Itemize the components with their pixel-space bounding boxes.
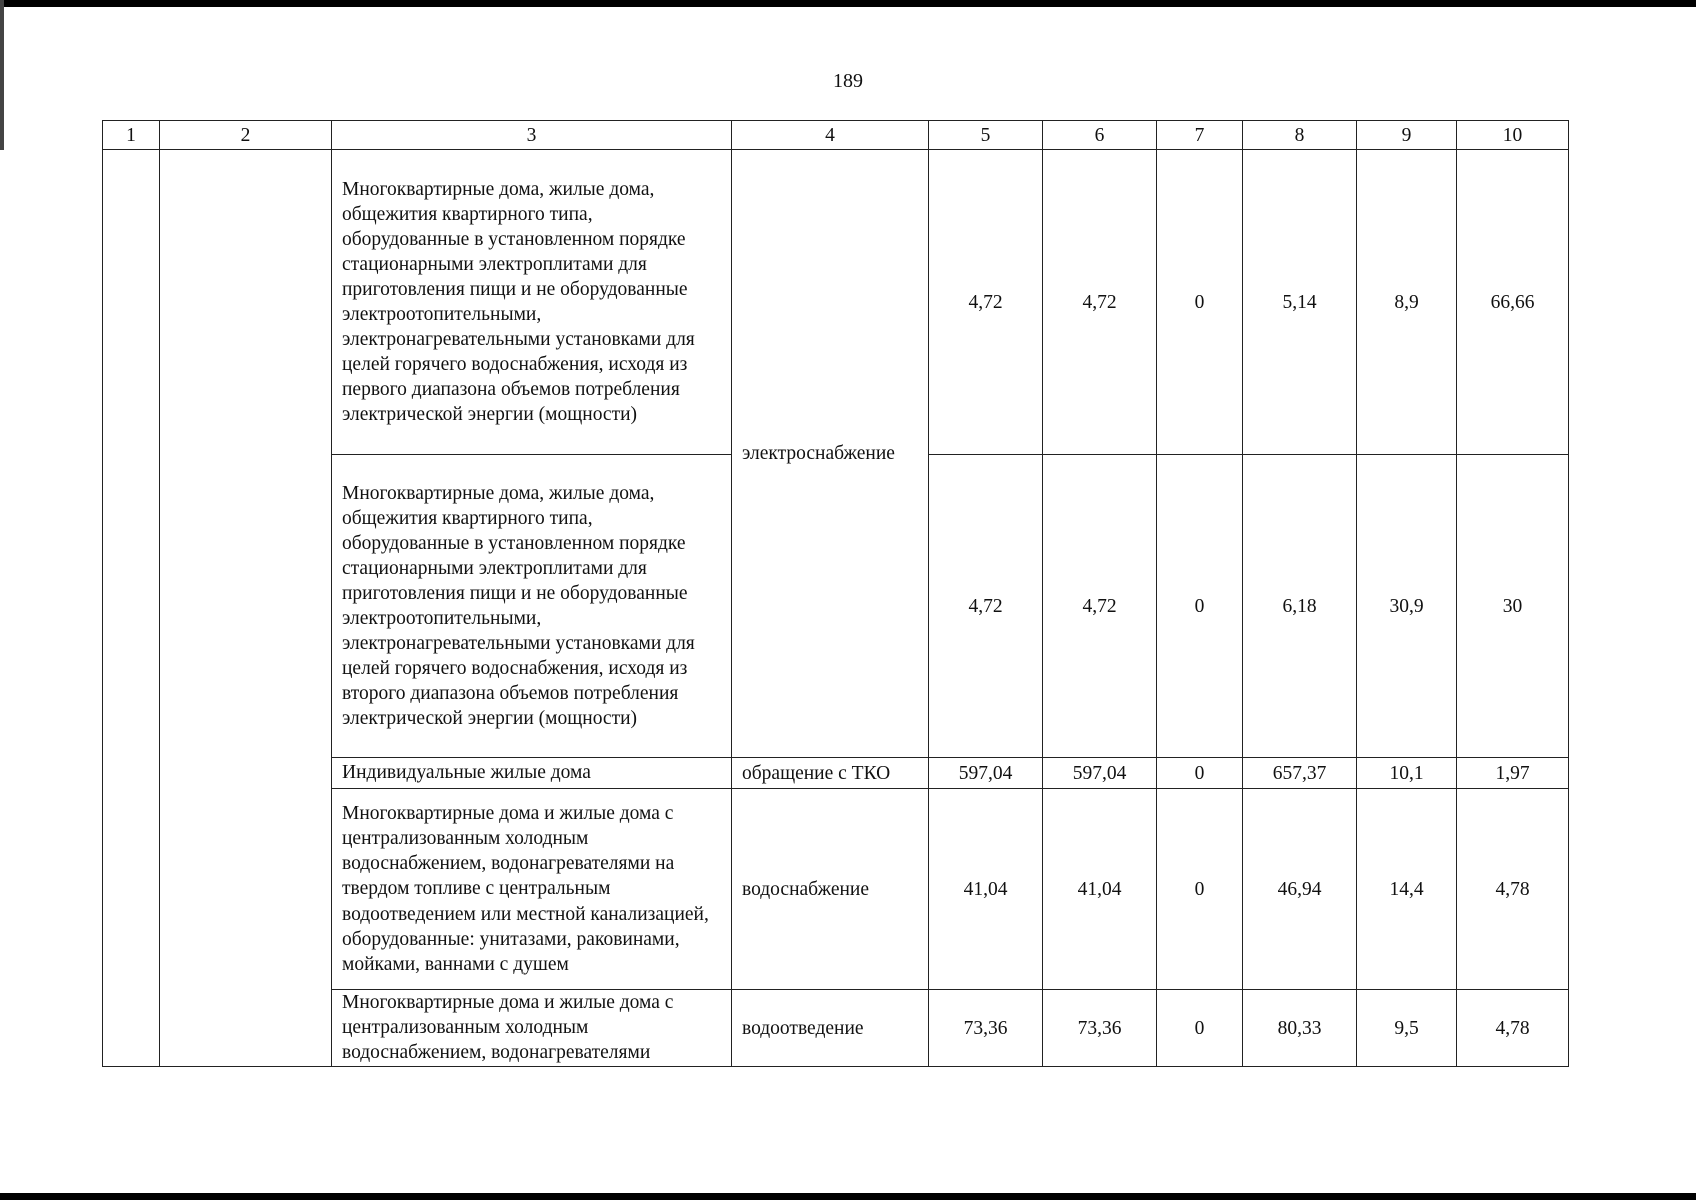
column-number: 5 xyxy=(929,121,1043,150)
description-cell: Многоквартирные дома и жилые дома с централизованным холодным водоснабжением, водонагревателями на твердом топливе с центральным водоотведением или местной канализацией, оборудованные: унитазами, раковинами, мойками, ваннами с душем xyxy=(332,789,732,990)
value-cell: 4,72 xyxy=(1043,455,1157,758)
column-number: 3 xyxy=(332,121,732,150)
value-cell: 10,1 xyxy=(1357,758,1457,789)
value-cell: 4,72 xyxy=(1043,150,1157,455)
utility-cell: обращение с ТКО xyxy=(732,758,929,789)
value-cell: 1,97 xyxy=(1457,758,1569,789)
value-cell: 41,04 xyxy=(1043,789,1157,990)
value-cell: 0 xyxy=(1157,789,1243,990)
value-cell: 4,78 xyxy=(1457,789,1569,990)
value-cell: 46,94 xyxy=(1243,789,1357,990)
column-number: 8 xyxy=(1243,121,1357,150)
description-cell: Многоквартирные дома и жилые дома с централизованным холодным водоснабжением, водонагревателями xyxy=(332,990,732,1067)
value-cell: 657,37 xyxy=(1243,758,1357,789)
value-cell: 0 xyxy=(1157,758,1243,789)
scan-border-left xyxy=(0,0,4,150)
value-cell: 73,36 xyxy=(929,990,1043,1067)
value-cell: 80,33 xyxy=(1243,990,1357,1067)
scan-border-top xyxy=(0,0,1696,7)
value-cell: 0 xyxy=(1157,455,1243,758)
column-number: 7 xyxy=(1157,121,1243,150)
column-number: 2 xyxy=(160,121,332,150)
value-cell: 4,78 xyxy=(1457,990,1569,1067)
column-number: 4 xyxy=(732,121,929,150)
scan-border-bottom xyxy=(0,1193,1696,1200)
col1-cell xyxy=(103,150,160,1067)
col2-cell xyxy=(160,150,332,1067)
value-cell: 597,04 xyxy=(929,758,1043,789)
value-cell: 6,18 xyxy=(1243,455,1357,758)
value-cell: 0 xyxy=(1157,150,1243,455)
value-cell: 0 xyxy=(1157,990,1243,1067)
value-cell: 5,14 xyxy=(1243,150,1357,455)
utility-cell: электроснабжение xyxy=(732,150,929,758)
value-cell: 14,4 xyxy=(1357,789,1457,990)
value-cell: 9,5 xyxy=(1357,990,1457,1067)
value-cell: 73,36 xyxy=(1043,990,1157,1067)
description-cell: Индивидуальные жилые дома xyxy=(332,758,732,789)
utility-cell: водоснабжение xyxy=(732,789,929,990)
table-row xyxy=(103,150,1569,455)
column-number-row xyxy=(103,121,1569,150)
value-cell: 597,04 xyxy=(1043,758,1157,789)
utility-cell: водоотведение xyxy=(732,990,929,1067)
value-cell: 4,72 xyxy=(929,455,1043,758)
column-number: 1 xyxy=(103,121,160,150)
column-number: 9 xyxy=(1357,121,1457,150)
value-cell: 66,66 xyxy=(1457,150,1569,455)
tariff-table xyxy=(102,120,1569,1067)
value-cell: 30 xyxy=(1457,455,1569,758)
description-cell: Многоквартирные дома, жилые дома, общежития квартирного типа, оборудованные в установленном порядке стационарными электроплитами для приготовления пищи и не оборудованные электроотопительными, электронагревательными установками для целей горячего водоснабжения, исходя из первого диапазона объемов потребления электрической энергии (мощности) xyxy=(332,150,732,455)
value-cell: 30,9 xyxy=(1357,455,1457,758)
column-number: 6 xyxy=(1043,121,1157,150)
page-number: 189 xyxy=(833,70,863,92)
value-cell: 8,9 xyxy=(1357,150,1457,455)
value-cell: 41,04 xyxy=(929,789,1043,990)
column-number: 10 xyxy=(1457,121,1569,150)
value-cell: 4,72 xyxy=(929,150,1043,455)
description-cell: Многоквартирные дома, жилые дома, общежития квартирного типа, оборудованные в установленном порядке стационарными электроплитами для приготовления пищи и не оборудованные электроотопительными, электронагревательными установками для целей горячего водоснабжения, исходя из второго диапазона объемов потребления электрической энергии (мощности) xyxy=(332,455,732,758)
